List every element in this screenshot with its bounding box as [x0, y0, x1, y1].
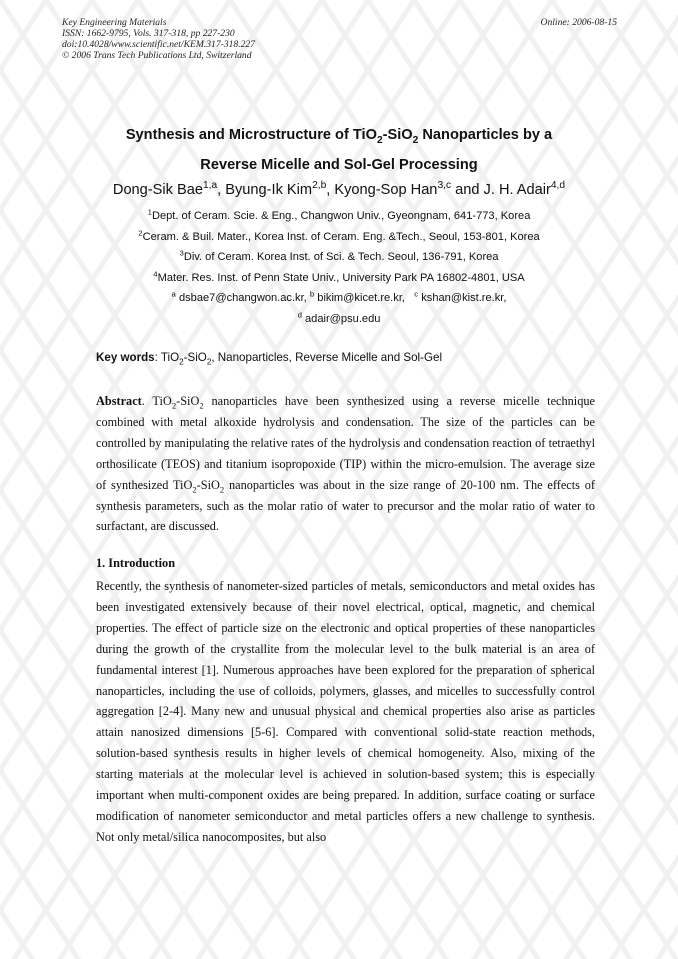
abstract-label: Abstract — [96, 394, 142, 408]
email-line: $^d$ adair@psu.edu — [297, 310, 381, 325]
affiliation: $^1$Dept. of Ceram. Scie. & Eng., Changwon Univ., Gyeongnam, 641-773, Korea — [147, 207, 531, 222]
email-link[interactable]: adair@psu.edu — [305, 312, 381, 325]
paper-title — [60, 120, 618, 180]
affiliation-list — [60, 206, 618, 330]
journal-issn: ISSN: 1662-9795, Vols. 317-318, pp 227-230 — [62, 28, 235, 39]
online-date: Online: 2006-08-15 — [540, 17, 617, 28]
journal-header — [62, 17, 617, 61]
title-line-2: Reverse Micelle and Sol-Gel Processing — [200, 157, 478, 173]
author: Byung-Ik Kim — [225, 182, 313, 198]
journal-copyright: © 2006 Trans Tech Publications Ltd, Switzerland — [62, 50, 252, 61]
journal-name: Key Engineering Materials — [62, 17, 167, 28]
email-link[interactable]: bikim@kicet.re.kr, — [317, 292, 405, 305]
author: J. H. Adair — [483, 182, 551, 198]
section-heading: 1. Introduction — [96, 556, 176, 570]
email-line: $^a$ dsbae7@changwon.ac.kr, $^b$ bikim@kicet.re.kr, $^c$ kshan@kist.re.kr, — [171, 289, 507, 305]
introduction-text: Recently, the synthesis of nanometer-sized particles of metals, semiconductors and metal oxides has been investigated extensively because of their novel electrical, optical, magnetic, and chemical properties. The effect of particle size on the electronic and optical properties of these nanoparticles during the growth of the crystallite from the molecular level to the bulk material is an area of fundamental interest [1]. Numerous approaches have been explored for the preparation of spherical nanoparticles, including the use of colloids, polymers, glasses, and micelles to successfully control aggregation [2-4]. Many new and unusual physical and chemical properties also arise as particles attain nanosized dimensions [5-6]. Compared with conventional solid-state reaction methods, solution-based synthesis results in higher levels of chemical homogeneity. Also, mixing of the starting materials at the molecular level is achieved in solution-based system; this is especially important when multi-component oxides are being prepared. In addition, surface coating or surface modification of nanometer semiconductor and metal particles offers a new challenge to synthesis. Not only metal/silica nanocomposites, but also — [96, 579, 595, 844]
title-line-1: Synthesis and Microstructure of TiO$_2$-SiO$_2$ Nanoparticles by a — [125, 127, 553, 146]
author-list: Dong-Sik Bae$^{1,a}$, Byung-Ik Kim$^{2,b}$, Kyong-Sop Han$^{3,c}$ and J. H. Adair$^{4,d}$ — [112, 180, 566, 198]
email-link[interactable]: kshan@kist.re.kr, — [421, 292, 507, 305]
author: Dong-Sik Bae — [112, 182, 203, 198]
affiliation: $^2$Ceram. & Buil. Mater., Korea Inst. of Ceram. Eng. &Tech., Seoul, 153-801, Korea — [138, 227, 540, 243]
keywords-label: Key words — [96, 351, 155, 364]
affiliation: $^4$Mater. Res. Inst. of Penn State Univ., University Park PA 16802-4801, USA — [153, 269, 525, 284]
keywords: Key words: TiO$_2$-SiO$_2$, Nanoparticles, Reverse Micelle and Sol-Gel — [96, 351, 443, 367]
email-link[interactable]: dsbae7@changwon.ac.kr, — [178, 292, 307, 305]
journal-doi: doi:10.4028/www.scientific.net/KEM.317-318.227 — [62, 39, 256, 50]
abstract: Abstract. TiO$_2$-SiO$_2$ nanoparticles have been synthesized using a reverse micelle technique combined with metal alkoxide hydrolysis and condensation. The size of the particles can be controlled by manipulating the relative rates of the hydrolysis and condensation reaction of tetraethyl orthosilicate (TEOS) and titanium isopropoxide (TIP) within the micro-emulsion. The average size of synthesized TiO$_2$-SiO$_2$ nanoparticles was about in the size range of 20-100 nm. The effects of synthesis parameters, such as the molar ratio of water to precursor and the molar ratio of water to surfactant, are discussed. — [96, 394, 595, 534]
affiliation: $^3$Div. of Ceram. Korea Inst. of Sci. & Tech. Seoul, 136-791, Korea — [179, 248, 499, 264]
author: Kyong-Sop Han — [334, 182, 438, 198]
